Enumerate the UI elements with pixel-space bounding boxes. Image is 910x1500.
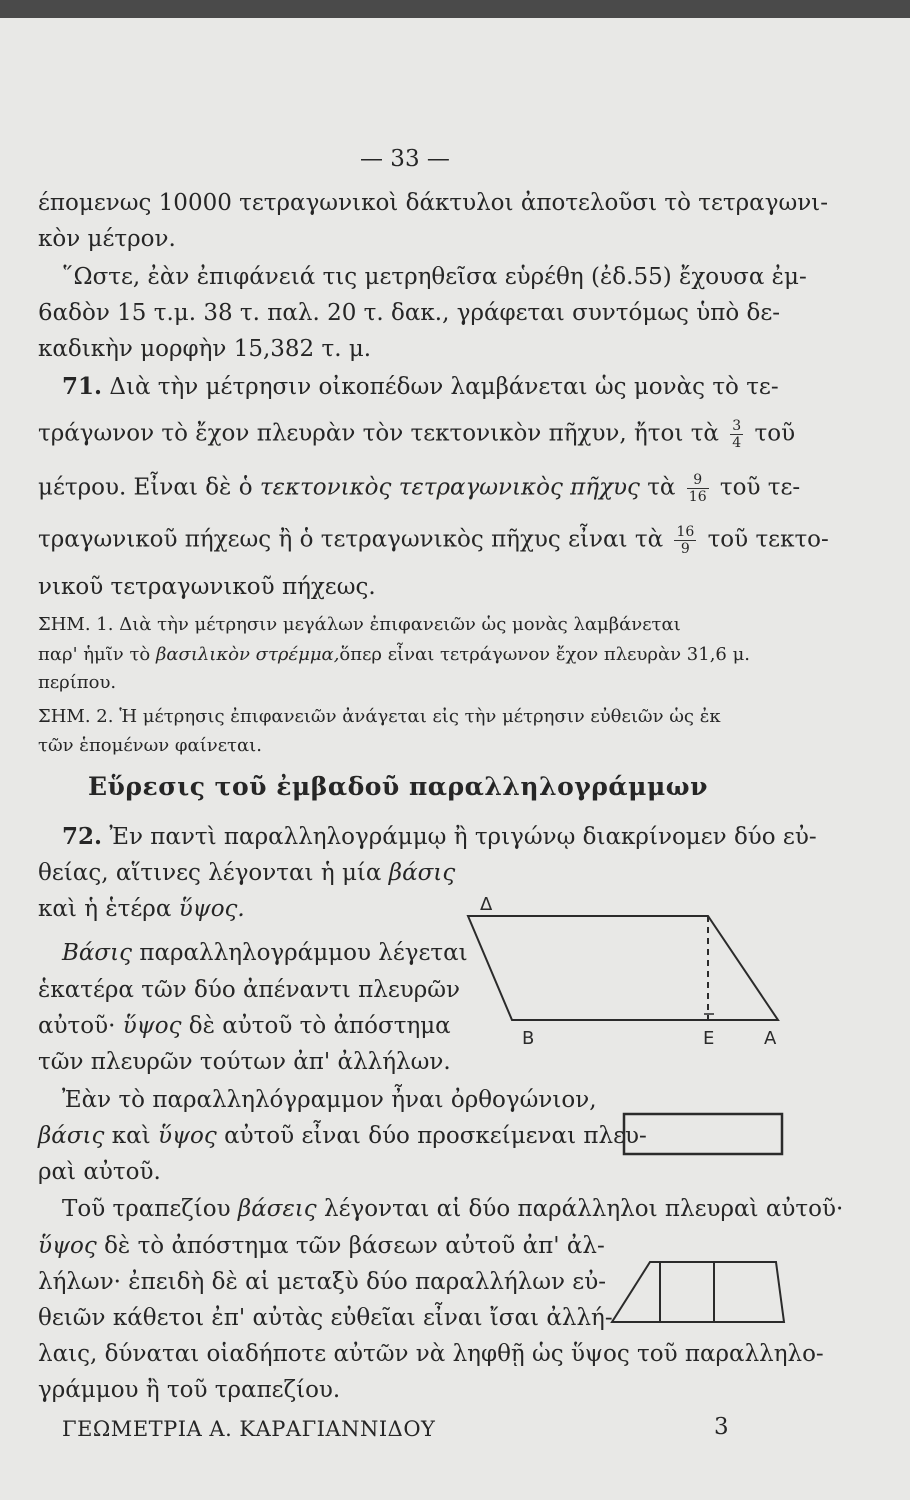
- text-span: Ἐν παντὶ παραλληλογράμμῳ ἢ τριγώνῳ διακρίνομεν δύο εὐ-: [109, 824, 817, 850]
- vertex-label-top: Δ: [480, 894, 493, 915]
- footer-title: ΓΕΩΜΕΤΡΙΑ Α. ΚΑΡΑΓΙΑΝΝΙΔΟΥ: [62, 1417, 436, 1441]
- section-72-line-14: θειῶν κάθετοι ἐπ' αὐτὰς εὐθεῖαι εἶναι ἴσαι ἀλλή-: [38, 1305, 613, 1331]
- italic-term: βάσις: [38, 1123, 105, 1149]
- text-span: δὲ τὸ ἀπόστημα τῶν βάσεων αὐτοῦ ἀπ' ἀλ-: [104, 1233, 605, 1259]
- section-72-line-13: λήλων· ἐπειδὴ δὲ αἱ μεταξὺ δύο παραλλήλων εὐ-: [38, 1269, 606, 1295]
- section-72-line-16: γράμμου ἢ τοῦ τραπεζίου.: [38, 1377, 341, 1403]
- text-span: παραλληλογράμμου λέγεται: [139, 940, 468, 966]
- section-72-line-7: τῶν πλευρῶν τούτων ἀπ' ἀλλήλων.: [38, 1049, 451, 1075]
- italic-term: ὕψος: [158, 1123, 217, 1149]
- text-span: παρ' ἡμῖν τὸ: [38, 644, 151, 665]
- section-heading: Εὕρεσις τοῦ ἐμβαδοῦ παραλληλογράμμων: [88, 772, 708, 801]
- trapezoid-shape: [612, 1262, 784, 1322]
- text-span: θείας, αἵτινες λέγονται ἡ μία: [38, 860, 382, 886]
- fraction-numerator: 9: [687, 472, 709, 489]
- section-71-line-5: νικοῦ τετραγωνικοῦ πήχεως.: [38, 574, 376, 600]
- text-span: καὶ ἡ ἑτέρα: [38, 896, 172, 922]
- note-2-line-1: ΣΗΜ. 2. Ἡ μέτρησις ἐπιφανειῶν ἀνάγεται εἰς τὴν μέτρησιν εὐθειῶν ὡς ἐκ: [38, 706, 721, 727]
- fraction-numerator: 3: [732, 418, 742, 434]
- text-span: τράγωνον τὸ ἔχον πλευρὰν τὸν τεκτονικὸν πῆχυν, ἤτοι τὰ: [38, 420, 719, 447]
- trapezoid-figure: [612, 1262, 784, 1322]
- text-span: τοῦ τεκτο-: [707, 526, 829, 553]
- section-72-line-8: Ἐὰν τὸ παραλληλόγραμμον ἦναι ὀρθογώνιον,: [62, 1087, 597, 1113]
- text-line: κὸν μέτρον.: [38, 226, 176, 252]
- section-72-line-5: ἑκατέρα τῶν δύο ἀπέναντι πλευρῶν: [38, 977, 460, 1003]
- parallelogram-shape: [468, 916, 778, 1020]
- text-span: τοῦ τε-: [719, 474, 801, 501]
- text-span: τὰ: [647, 474, 676, 501]
- text-span: λέγονται αἱ δύο παράλληλοι πλευραὶ αὐτοῦ·: [324, 1196, 844, 1222]
- italic-term: Βάσις: [62, 940, 133, 966]
- fraction-numerator: 16: [676, 524, 695, 540]
- text-line: ῞Ωστε, ἐὰν ἐπιφάνειά τις μετρηθεῖσα εὑρέθη (ἐδ.55) ἔχουσα ἐμ-: [62, 264, 807, 290]
- text-line: καδικὴν μορφὴν 15,382 τ. μ.: [38, 336, 372, 362]
- text-span: καὶ: [111, 1123, 151, 1149]
- note-1-line-1: ΣΗΜ. 1. Διὰ τὴν μέτρησιν μεγάλων ἐπιφανειῶν ὡς μονὰς λαμβάνεται: [38, 614, 681, 635]
- page-number: — 33 —: [360, 146, 450, 172]
- fraction-denominator: 16: [688, 489, 707, 505]
- fraction-denominator: 4: [732, 435, 742, 451]
- text-span: Διὰ τὴν μέτρησιν οἰκοπέδων λαμβάνεται ὡς μονὰς τὸ τε-: [109, 374, 779, 400]
- italic-term: ὕψος: [38, 1233, 97, 1259]
- section-72-line-10: ραὶ αὐτοῦ.: [38, 1159, 161, 1185]
- text-span: τραγωνικοῦ πήχεως ἢ ὁ τετραγωνικὸς πῆχυς εἶναι τὰ: [38, 526, 664, 553]
- note-2-line-2: τῶν ἑπομένων φαίνεται.: [38, 735, 262, 756]
- text-line: 6αδὸν 15 τ.μ. 38 τ. παλ. 20 τ. δακ., γράφεται συντόμως ὑπὸ δε-: [38, 300, 781, 326]
- fraction-denominator: 9: [680, 541, 690, 557]
- italic-term: βασιλικὸν στρέμμα,: [155, 644, 340, 665]
- italic-term: ὕψος: [122, 1013, 182, 1039]
- text-span: ὅπερ εἶναι τετράγωνον ἔχον πλευρὰν 31,6 μ.: [339, 644, 751, 665]
- section-72-line-15: λαις, δύναται οἱαδήποτε αὐτῶν νὰ ληφθῇ ὡς ὕψος τοῦ παραλληλο-: [38, 1341, 824, 1367]
- rectangle-figure: [624, 1114, 782, 1154]
- vertex-label-a: Α: [764, 1028, 777, 1049]
- note-1-line-3: περίπου.: [38, 672, 117, 693]
- text-span: τοῦ: [754, 420, 796, 447]
- parallelogram-figure: [468, 916, 778, 1020]
- section-number: 71.: [62, 373, 103, 400]
- section-number: 72.: [62, 823, 103, 850]
- footer-sheet-number: 3: [714, 1414, 729, 1440]
- text-span: αὐτοῦ εἶναι δύο προσκείμεναι πλευ-: [224, 1123, 647, 1149]
- italic-term: τεκτονικὸς τετραγωνικὸς πῆχυς: [259, 474, 640, 501]
- text-span: Τοῦ τραπεζίου: [62, 1196, 231, 1222]
- vertex-label-b: Β: [522, 1028, 535, 1049]
- text-span: δὲ αὐτοῦ τὸ ἀπόστημα: [188, 1013, 451, 1039]
- text-line: έπομενως 10000 τετραγωνικοὶ δάκτυλοι ἀποτελοῦσι τὸ τετραγωνι-: [38, 190, 828, 216]
- italic-term: βάσις: [388, 860, 456, 886]
- text-span: αὐτοῦ·: [38, 1013, 116, 1039]
- italic-term: ὕψος.: [178, 896, 245, 922]
- vertex-label-e: Ε: [703, 1028, 715, 1049]
- text-span: μέτρου. Εἶναι δὲ ὁ: [38, 474, 253, 501]
- italic-term: βάσεις: [237, 1196, 317, 1222]
